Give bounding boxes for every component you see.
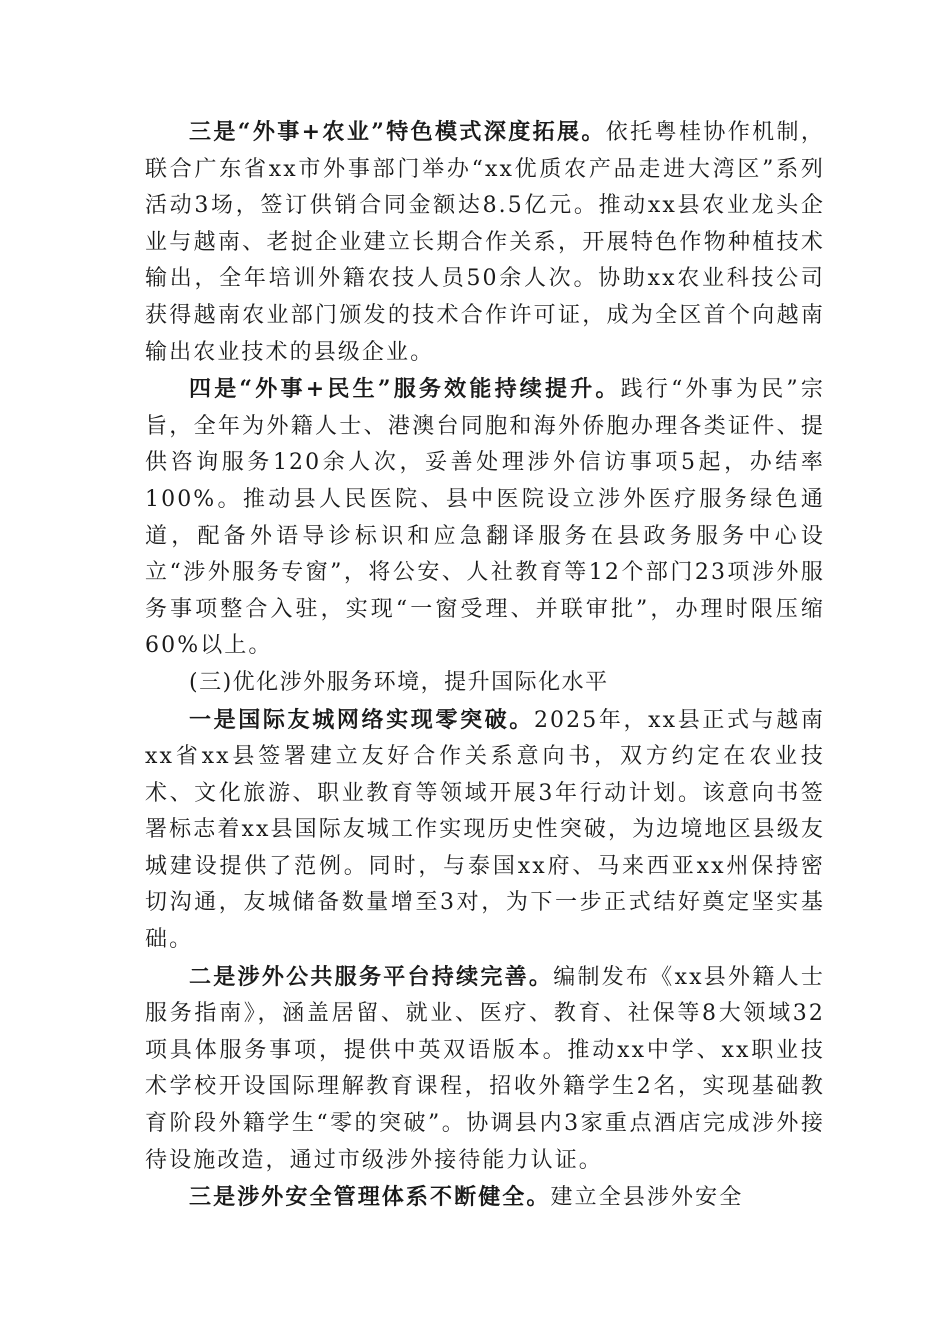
paragraph-body: 践行“外事为民”宗旨，全年为外籍人士、港澳台同胞和海外侨胞办理各类证件、提供咨询服务120余人次，妥善处理涉外信访事项5起，办结率100%。推动县人民医院、县中医院设立涉外医疗服务绿色通道，配备外语导诊标识和应急翻译服务在县政务服务中心设立“涉外服务专窗”，将公安、人社教育等12个部门23项涉外服务事项整合入驻，实现“一窗受理、并联审批”，办理时限压缩60%以上。 bbox=[145, 377, 825, 659]
paragraph-lead: 三是“外事+农业”特色模式深度拓展。 bbox=[189, 119, 606, 145]
paragraph-body: 2025年，xx县正式与越南xx省xx县签署建立友好合作关系意向书，双方约定在农业技术、文化旅游、职业教育等领域开展3年行动计划。该意向书签署标志着xx县国际友城工作实现历史性突破，为边境地区县级友城建设提供了范例。同时，与泰国xx府、马来西亚xx州保持密切沟通，友城储备数量增至3对，为下一步正式结好奠定坚实基础。 bbox=[145, 707, 825, 953]
paragraph-agriculture bbox=[145, 114, 825, 371]
paragraph-lead: 一是国际友城网络实现零突破。 bbox=[189, 706, 534, 733]
paragraph-lead: 三是涉外安全管理体系不断健全。 bbox=[189, 1184, 551, 1211]
paragraph-sister-cities bbox=[145, 702, 825, 959]
paragraph-body: 编制发布《xx县外籍人士服务指南》，涵盖居留、就业、医疗、教育、社保等8大领域32项具体服务事项，提供中英双语版本。推动xx中学、xx职业技术学校开设国际理解教育课程，招收外籍学生2名，实现基础教育阶段外籍学生“零的突破”。协调县内3家重点酒店完成涉外接待设施改造，通过市级涉外接待能力认证。 bbox=[145, 964, 825, 1173]
paragraph-livelihood bbox=[145, 371, 825, 665]
paragraph-security bbox=[145, 1179, 825, 1217]
paragraph-body: 建立全县涉外安全 bbox=[550, 1185, 744, 1211]
paragraph-body: 依托粤桂协作机制，联合广东省xx市外事部门举办“xx优质农产品走进大湾区”系列活动3场，签订供销合同金额达8.5亿元。推动xx县农业龙头企业与越南、老挝企业建立长期合作关系，开展特色作物种植技术输出，全年培训外籍农技人员50余人次。协助xx农业科技公司获得越南农业部门颁发的技术合作许可证，成为全区首个向越南输出农业技术的县级企业。 bbox=[145, 120, 826, 365]
section-heading: (三)优化涉外服务环境，提升国际化水平 bbox=[189, 669, 609, 695]
paragraph-lead: 二是涉外公共服务平台持续完善。 bbox=[189, 963, 554, 990]
paragraph-public-service bbox=[145, 959, 825, 1180]
paragraph-lead: 四是“外事+民生”服务效能持续提升。 bbox=[189, 376, 621, 403]
